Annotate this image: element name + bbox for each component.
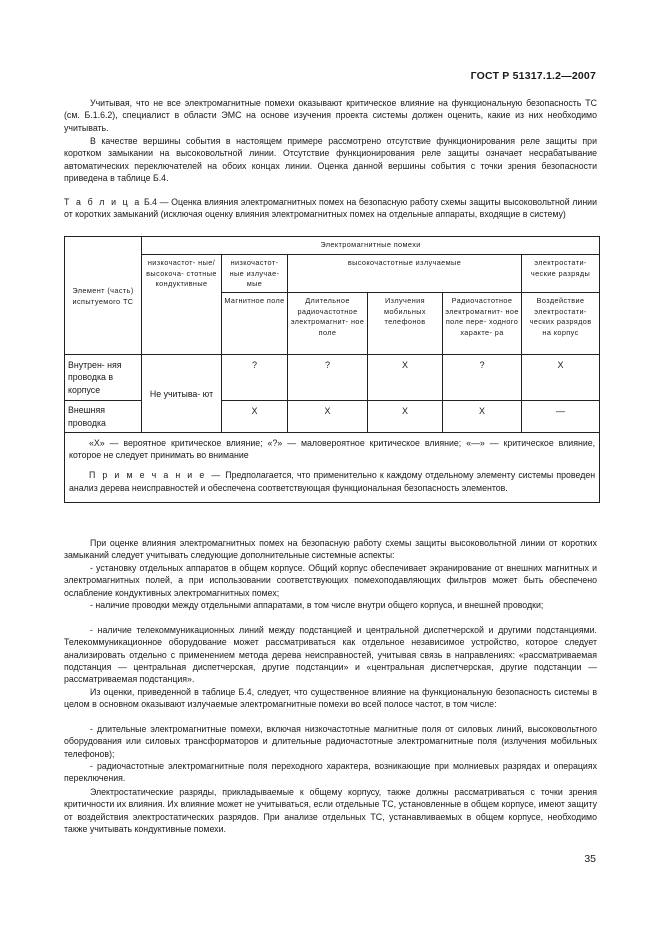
table-note [69,469,595,493]
row-element-external: Внешняя проводка [65,401,142,433]
cell-mark: Х [288,401,368,433]
col-header-lf-radiated: низкочастот- ные излучае- мые [222,255,288,293]
cell-mark: ? [288,355,368,401]
row-element-internal: Внутрен- няя проводка в корпусе [65,355,142,401]
cell-mark: Х [443,401,522,433]
emc-assessment-table [64,236,600,503]
intro-paragraph-1: Учитывая, что не все электромагнитные помехи оказывают критическое влияние на функциональную безопасность ТС (см. Б.1.6.2), специалист в области ЭМС на основе изучения проекта системы должен оценить, какие из них необходимо учитывать. [64,98,597,133]
intro-paragraph-2: В качестве вершины события в настоящем примере рассмотрено отсутствие функционирования реле защиты при коротком замыкании на высоковольтной линии. Отсутствие функционирования реле защиты означает несрабатывание автоматических переключателей на обоих концах линии. Оценка данной вершины события с точки зрения безопасности приведена в таблице Б.4. [64,136,597,183]
body-paragraph-5: Из оценки, приведенной в таблице Б.4, следует, что существенное влияние на функциональную безопасность системы в целом в основном оказывают излучаемые электромагнитные помехи во всей полосе частот, в том числе: [64,687,597,710]
table-caption-text: Б.4 — Оценка влияния электромагнитных помех на безопасную работу схемы защиты высоковольтной линии от коротких замыканий (исключая оценку влияния электромагнитных помех на отдельные аппараты, входящие в систему) [64,197,598,220]
subheader-esd-effect: Воздействие электростати- ческих разрядов на корпус [522,293,600,355]
body-paragraph-8: Электростатические разряды, прикладываемые к общему корпусу, также должны рассматриваться с точки зрения критичности их влияния. Их влияние может не учитываться, если отдельные ТС, установленные в общем корпусе, имеют защиту от воздействия электростатических разрядов. При анализе отдельных ТС, устанавливаемых в общем корпусе, необходимо также учитывать кондуктивные помехи. [64,787,597,834]
subheader-long-rf: Длительное радиочастотное электромагнит- ное поле [288,293,368,355]
subheader-mobile: Излучения мобильных телефонов [368,293,443,355]
document-code: ГОСТ Р 51317.1.2—2007 [470,70,596,82]
table-note-label: П р и м е ч а н и е — [89,470,223,481]
col-header-hf-radiated: высокочастотные излучаемые [288,255,522,293]
table-footer [65,433,600,503]
subheader-magnetic: Магнитное поле [222,293,288,355]
cell-mark: — [522,401,600,433]
col-header-lf-conducted: низкочастот- ные/высокоча- стотные кондуктивные [142,255,222,355]
body-paragraph-1: При оценке влияния электромагнитных помех на безопасную работу схемы защиты высоковольтной линии от коротких замыканий следует учитывать следующие дополнительные системные аспекты: [64,538,597,561]
cell-mark: Х [368,355,443,401]
table-caption [64,196,597,220]
body-paragraph-4: - наличие телекоммуникационных линий между подстанцией и центральной диспетчерской и другими подстанциями. Телекоммуникационное оборудование может рассматриваться как отдельное независимое устройство, которое следует анализировать отдельно с применением метода дерева неисправностей, учитывая связь в направлениях: «рассматриваемая подстанция — центральная диспетчерская, другие подстанции» и «центральная диспетчерская, другие подстанции — рассматриваемая подстанция». [64,625,597,685]
body-paragraph-7: - радиочастотные электромагнитные поля переходного характера, возникающие при молниевых разрядах и операциях переключения. [64,761,597,784]
col-header-esd: электростати- ческие разряды [522,255,600,293]
page-number: 35 [584,853,596,865]
cell-mark: Х [522,355,600,401]
col-header-group: Электромагнитные помехи [142,237,600,255]
table-legend: «Х» — вероятное критическое влияние; «?» — маловероятное критическое влияние; «—» — критическое влияние, которое не следует принимать во внимание [69,438,596,461]
cell-mark: Х [368,401,443,433]
cell-mark: ? [443,355,522,401]
subheader-transient-rf: Радиочастотное электромагнит- ное поле пере- ходного характе- ра [443,293,522,355]
body-paragraph-2: - установку отдельных аппаратов в общем корпусе. Общий корпус обеспечивает экранирование от внешних магнитных и электромагнитных полей, а при использовании соответствующих помехоподавляющих фильтров может быть обеспечено ослабление кондуктивных электромагнитных помех; [64,563,597,598]
cell-mark: Х [222,401,288,433]
cell-mark: ? [222,355,288,401]
merged-not-considered: Не учитыва- ют [142,355,222,433]
body-paragraph-3: - наличие проводки между отдельными аппаратами, в том числе внутри общего корпуса, и внешней проводки; [90,600,544,610]
table-caption-label: Т а б л и ц а [64,197,142,207]
body-paragraph-6: - длительные электромагнитные помехи, включая низкочастотные магнитные поля от силовых линий, высоковольтного оборудования или силовых трансформаторов и длительные радиочастотные электромагнитные поля (излучения мобильных телефонов); [64,724,597,759]
col-header-element: Элемент (часть) испытуемого ТС [65,237,142,355]
table-note-text: Предполагается, что применительно к каждому отдельному элементу системы проведен анализ дерева неисправностей и обеспечена соответствующая функциональная безопасность элементов. [69,470,596,493]
